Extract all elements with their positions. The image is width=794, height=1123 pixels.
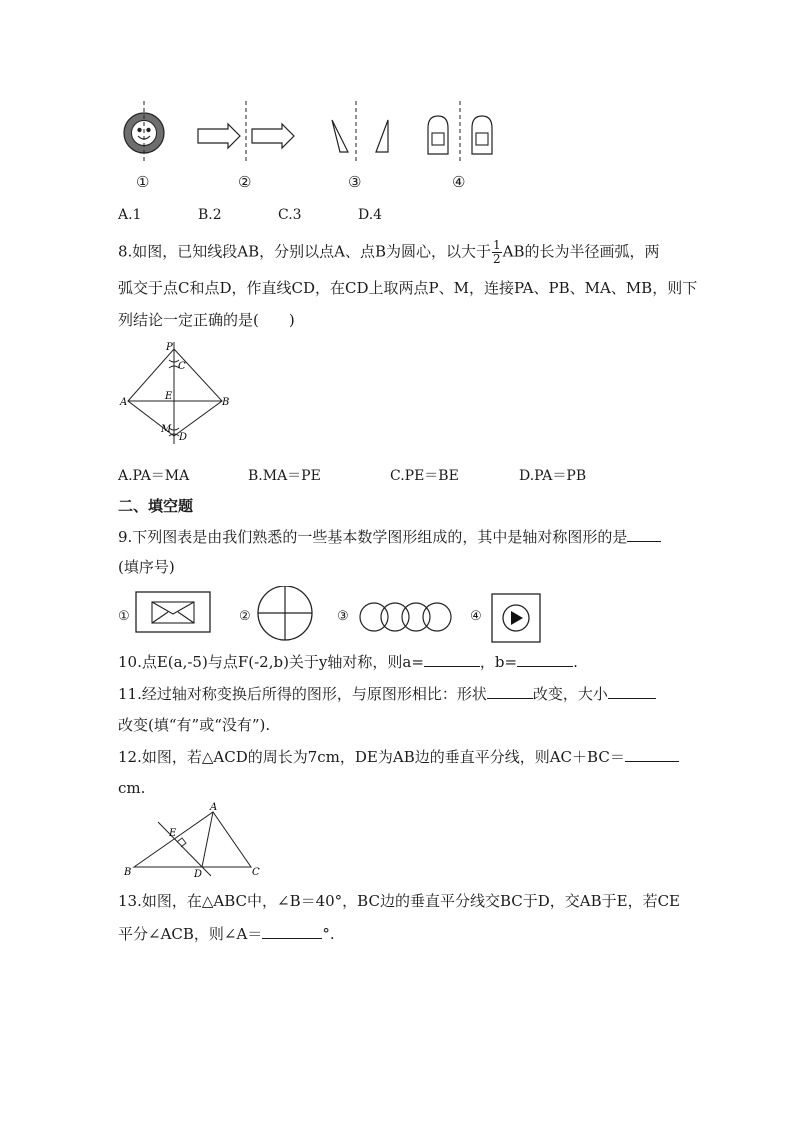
q7-figure-label-4: ④: [452, 173, 466, 191]
q8-option-d[interactable]: D.PA＝PB: [519, 468, 587, 484]
q12-text: 12.如图，若△ACD的周长为7cm，DE为AB边的垂直平分线，则AC＋BC＝: [118, 748, 625, 766]
q9-figure-label-2: ②: [239, 609, 251, 624]
q8-label-d: D: [179, 432, 188, 443]
q11-line-2: 改变(填“有”或“没有”).: [118, 716, 271, 734]
q9-figure-svg: [130, 586, 550, 646]
q12-answer-blank[interactable]: [625, 747, 679, 762]
q8-figure: [118, 340, 230, 448]
q11-text-1: 11.经过轴对称变换后所得的图形，与原图形相比：形状: [118, 685, 487, 703]
q8-label-c: C: [178, 361, 186, 372]
q12-figure: [118, 800, 268, 878]
q8-frac-den: 2: [493, 252, 501, 266]
q10-line: [118, 652, 578, 672]
four-circles-figure: [360, 603, 451, 631]
q8-frac-num: 1: [493, 238, 501, 252]
q7-figure-label-3: ③: [348, 173, 362, 191]
q9-answer-blank[interactable]: [627, 527, 661, 542]
q8-label-p: P: [166, 342, 173, 353]
q12-figure-svg: [118, 800, 268, 878]
circle-cross-figure: [258, 586, 312, 640]
q13-line-1: 13.如图，在△ABC中，∠B＝40°，BC边的垂直平分线交BC于D，交AB于E，若CE: [118, 892, 680, 910]
q12-label-b: B: [124, 867, 132, 878]
q13-answer-blank[interactable]: [262, 924, 322, 939]
q12-label-e: E: [169, 828, 177, 839]
q7-option-a[interactable]: A.1: [118, 207, 142, 223]
q8-label-e: E: [165, 391, 173, 402]
smiley-figure: [124, 101, 164, 164]
q13-text-1: 平分∠ACB，则∠A＝: [118, 925, 263, 943]
q8-text-1b: AB的长为半径画弧，两: [502, 242, 660, 261]
q9-figure-label-4: ④: [470, 609, 482, 624]
q8-label-b: B: [222, 397, 230, 408]
q7-figure-svg: [110, 98, 510, 170]
q8-figure-svg: [118, 340, 230, 448]
triangles-figure: [332, 101, 388, 164]
q7-option-d[interactable]: D.4: [358, 207, 383, 223]
section-title-fill-in: 二、填空题: [118, 497, 194, 515]
play-button-figure: [492, 594, 540, 642]
q8-label-m: M: [161, 424, 172, 435]
q9-figure-label-3: ③: [337, 609, 349, 624]
q11-text-2: 改变，大小: [532, 685, 608, 703]
q9-figure-label-1: ①: [118, 609, 130, 624]
q13-text-2: °.: [322, 925, 335, 943]
q8-option-c[interactable]: C.PE＝BE: [390, 468, 459, 484]
q8-option-a[interactable]: A.PA＝MA: [118, 468, 190, 484]
q10-text-3: .: [573, 653, 578, 671]
q8-text-1a: 8.如图，已知线段AB，分别以点A、点B为圆心，以大于: [118, 242, 492, 261]
rounded-shapes-figure: [428, 101, 492, 164]
q10-text-2: ，b=: [479, 653, 518, 671]
q8-option-b[interactable]: B.MA＝PE: [248, 468, 321, 484]
q12-line-2: cm.: [118, 779, 146, 797]
q9-line-2: (填序号): [118, 558, 175, 576]
q8-line-2: 弧交于点C和点D，作直线CD，在CD上取两点P、M，连接PA、PB、MA、MB，则下: [118, 279, 698, 297]
q7-figure-label-1: ①: [136, 173, 150, 191]
q8-label-a: A: [120, 397, 128, 408]
q13-line-2: [118, 924, 335, 944]
q7-figure-label-2: ②: [238, 173, 252, 191]
q9-figures: [130, 586, 550, 646]
q11-line-1: [118, 684, 656, 704]
q7-option-c[interactable]: C.3: [278, 207, 302, 223]
q12-label-c: C: [252, 867, 260, 878]
q9-line-1: [118, 527, 661, 547]
arrows-figure: [198, 101, 294, 164]
q7-figures: [110, 98, 510, 170]
q11-blank-size[interactable]: [608, 684, 656, 699]
q12-line-1: [118, 747, 679, 767]
q8-line-3: 列结论一定正确的是( ): [118, 311, 295, 329]
q11-blank-shape[interactable]: [487, 684, 533, 699]
q8-line-1: [118, 239, 660, 266]
q10-blank-b[interactable]: [517, 652, 573, 667]
q7-option-b[interactable]: B.2: [198, 207, 222, 223]
q8-fraction: [492, 239, 502, 266]
q12-label-a: A: [210, 802, 218, 813]
envelope-figure: [136, 592, 210, 632]
q10-text-1: 10.点E(a,-5)与点F(-2,b)关于y轴对称，则a=: [118, 653, 424, 671]
q12-label-d: D: [194, 869, 203, 878]
q9-text: 9.下列图表是由我们熟悉的一些基本数学图形组成的，其中是轴对称图形的是: [118, 528, 628, 546]
q10-blank-a[interactable]: [424, 652, 480, 667]
